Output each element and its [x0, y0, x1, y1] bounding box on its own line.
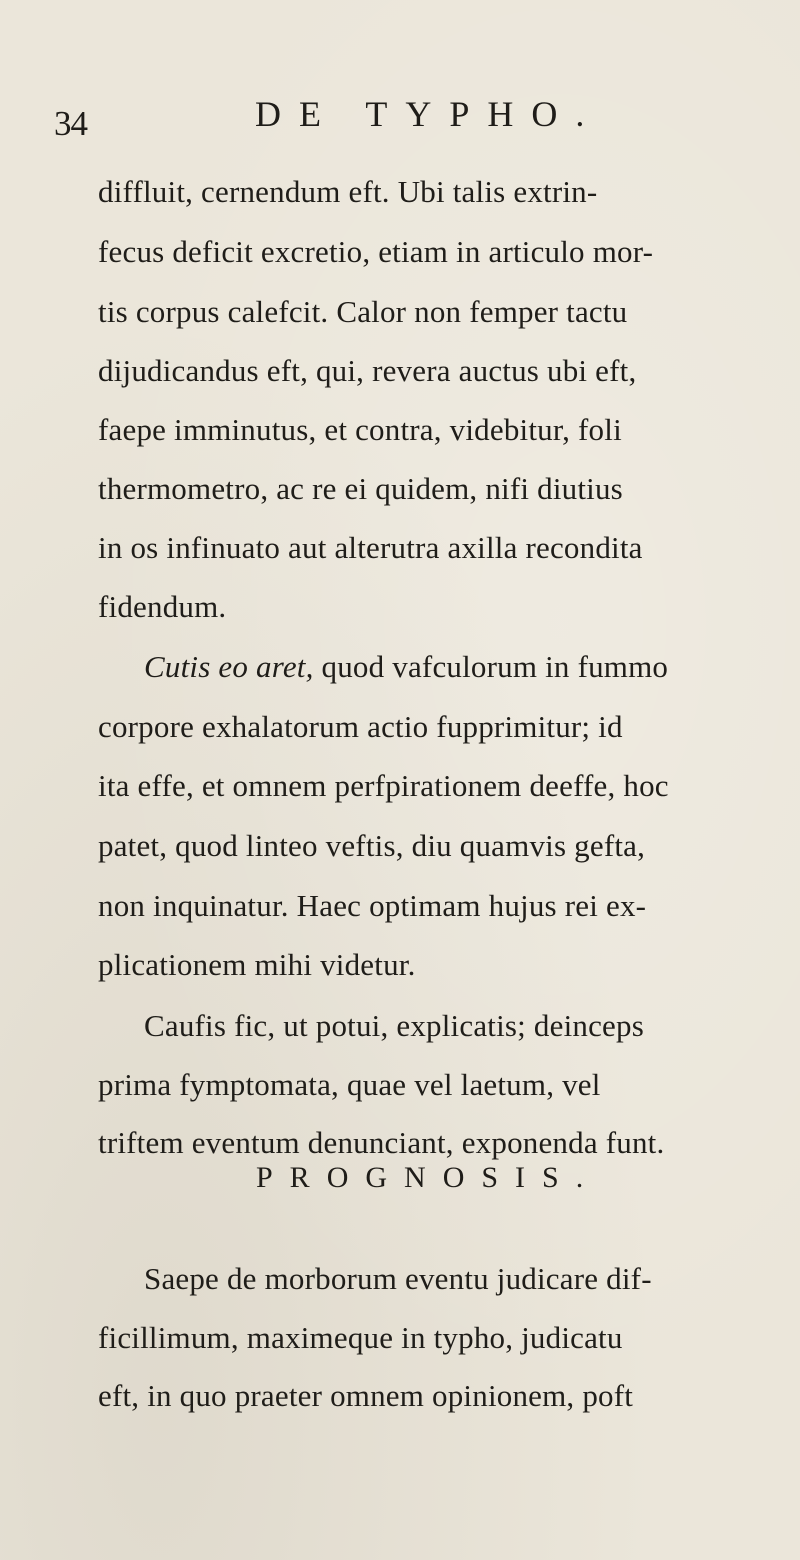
text-line: non inquinatur. Haec optimam hujus rei ex-: [98, 888, 647, 923]
text-line: fidendum.: [98, 589, 227, 624]
text-line: [144, 651, 668, 682]
running-title: DE TYPHO.: [255, 94, 603, 134]
text-line: patet, quod linteo veftis, diu quamvis gefta,: [98, 828, 646, 863]
text-line: dijudicandus eft, qui, revera auctus ubi eft,: [98, 353, 637, 388]
text-line: thermometro, ac re ei quidem, nifi diutius: [98, 471, 623, 506]
page-number: 34: [54, 104, 87, 143]
text-line: corpore exhalatorum actio fupprimitur; id: [98, 709, 623, 744]
line-continuation: quod vafculorum in fummo: [313, 649, 669, 684]
text-line: Caufis fic, ut potui, explicatis; deinceps: [144, 1008, 644, 1043]
italic-lead: Cutis eo aret,: [144, 649, 314, 684]
text-line: in os infinuato aut alterutra axilla recondita: [98, 530, 643, 565]
text-line: ficillimum, maximeque in typho, judicatu: [98, 1320, 623, 1355]
text-line: eft, in quo praeter omnem opinionem, poft: [98, 1378, 634, 1413]
text-line: prima fymptomata, quae vel laetum, vel: [98, 1067, 601, 1102]
text-line: ita effe, et omnem perfpirationem deeffe, hoc: [98, 768, 669, 803]
text-line: faepe imminutus, et contra, videbitur, foli: [98, 412, 622, 447]
text-line: fecus deficit excretio, etiam in articulo mor-: [98, 234, 654, 269]
text-line: Saepe de morborum eventu judicare dif-: [144, 1261, 652, 1296]
text-line: tis corpus calefcit. Calor non femper tactu: [98, 294, 628, 329]
text-line: diffluit, cernendum eft. Ubi talis extrin-: [98, 174, 598, 209]
section-heading: PROGNOSIS.: [256, 1161, 601, 1194]
text-line: triftem eventum denunciant, exponenda funt.: [98, 1125, 665, 1160]
text-line: plicationem mihi videtur.: [98, 947, 416, 982]
